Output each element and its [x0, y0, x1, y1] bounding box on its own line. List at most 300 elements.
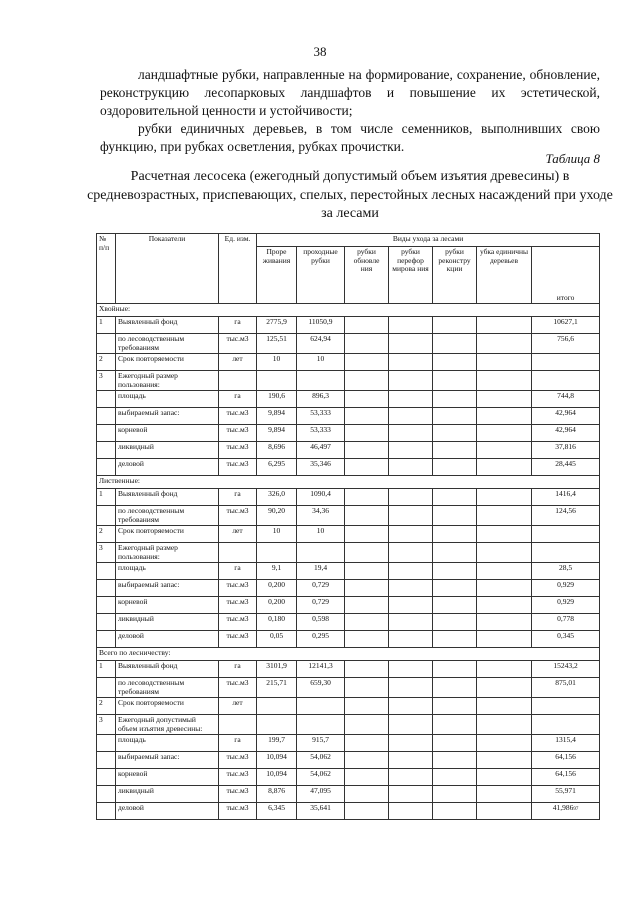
value-passage: 1090,4 [297, 489, 345, 506]
value-total: 28,445 [532, 459, 600, 476]
row-number: 3 [97, 543, 116, 563]
value-passage: 915,7 [297, 735, 345, 752]
value-reconstruction [433, 334, 477, 354]
table-row [97, 317, 600, 334]
row-indicator: площадь [116, 391, 219, 408]
value-reconstruction [433, 489, 477, 506]
value-single-trees [477, 803, 532, 820]
value-thinning: 0,200 [257, 597, 297, 614]
row-unit [219, 543, 257, 563]
value-reconstruction [433, 354, 477, 371]
header-col-passage: проходные рубки [297, 247, 345, 304]
table-row [97, 459, 600, 476]
value-single-trees [477, 563, 532, 580]
row-number [97, 786, 116, 803]
value-total: 55,971 [532, 786, 600, 803]
value-single-trees [477, 769, 532, 786]
table-row [97, 526, 600, 543]
header-indicator: Показатели [116, 234, 219, 304]
value-reconstruction [433, 563, 477, 580]
forest-harvest-table [96, 233, 600, 820]
value-thinning: 215,71 [257, 678, 297, 698]
header-col-single-trees: убка единичны деревьев [477, 247, 532, 304]
value-passage: 47,095 [297, 786, 345, 803]
row-number [97, 803, 116, 820]
value-reconstruction [433, 661, 477, 678]
value-single-trees [477, 614, 532, 631]
value-single-trees [477, 698, 532, 715]
value-renewal [345, 735, 389, 752]
row-number [97, 425, 116, 442]
value-renewal [345, 678, 389, 698]
row-indicator: корневой [116, 425, 219, 442]
value-total: 37,816 [532, 442, 600, 459]
value-reformation [389, 391, 433, 408]
value-thinning [257, 715, 297, 735]
value-reformation [389, 317, 433, 334]
row-indicator: площадь [116, 563, 219, 580]
value-passage: 53,333 [297, 408, 345, 425]
row-unit: тыс.м3 [219, 597, 257, 614]
value-passage: 11050,9 [297, 317, 345, 334]
value-total [532, 354, 600, 371]
value-reconstruction [433, 459, 477, 476]
value-single-trees [477, 661, 532, 678]
value-renewal [345, 803, 389, 820]
value-total: 10627,1 [532, 317, 600, 334]
value-passage: 19,4 [297, 563, 345, 580]
row-number [97, 459, 116, 476]
value-single-trees [477, 334, 532, 354]
value-thinning: 8,876 [257, 786, 297, 803]
value-single-trees [477, 597, 532, 614]
row-number: 1 [97, 317, 116, 334]
row-number [97, 580, 116, 597]
value-reconstruction [433, 735, 477, 752]
value-renewal [345, 459, 389, 476]
table-row [97, 803, 600, 820]
value-thinning: 8,696 [257, 442, 297, 459]
header-col-renewal: рубки обновле ния [345, 247, 389, 304]
value-passage [297, 543, 345, 563]
row-unit: тыс.м3 [219, 769, 257, 786]
row-indicator: ликвидный [116, 614, 219, 631]
value-reformation [389, 661, 433, 678]
value-thinning [257, 543, 297, 563]
value-passage: 54,062 [297, 769, 345, 786]
row-number [97, 334, 116, 354]
value-renewal [345, 661, 389, 678]
table-row [97, 543, 600, 563]
section-title: Хвойные: [97, 304, 600, 317]
row-unit: га [219, 489, 257, 506]
value-thinning: 10 [257, 526, 297, 543]
value-total [532, 698, 600, 715]
value-renewal [345, 442, 389, 459]
row-number [97, 442, 116, 459]
value-single-trees [477, 506, 532, 526]
value-renewal [345, 506, 389, 526]
value-reconstruction [433, 425, 477, 442]
value-single-trees [477, 786, 532, 803]
value-reconstruction [433, 371, 477, 391]
row-number: 1 [97, 661, 116, 678]
value-total: 756,6 [532, 334, 600, 354]
header-unit: Ед. изм. [219, 234, 257, 304]
value-reformation [389, 334, 433, 354]
value-total: 1315,4 [532, 735, 600, 752]
value-thinning: 10 [257, 354, 297, 371]
value-passage [297, 715, 345, 735]
row-indicator: по лесоводственным требованиям [116, 334, 219, 354]
value-passage: 659,30 [297, 678, 345, 698]
row-unit: тыс.м3 [219, 803, 257, 820]
value-renewal [345, 408, 389, 425]
value-single-trees [477, 580, 532, 597]
value-thinning: 0,05 [257, 631, 297, 648]
value-reformation [389, 408, 433, 425]
row-number: 3 [97, 715, 116, 735]
value-reformation [389, 698, 433, 715]
row-unit: га [219, 735, 257, 752]
table-row [97, 563, 600, 580]
value-total: 0,929 [532, 580, 600, 597]
value-total [532, 371, 600, 391]
row-number: 2 [97, 354, 116, 371]
header-group: Виды ухода за лесами [257, 234, 600, 247]
table-row [97, 489, 600, 506]
table-row [97, 698, 600, 715]
value-reconstruction [433, 580, 477, 597]
table-row [97, 769, 600, 786]
row-unit: га [219, 317, 257, 334]
table-row [97, 371, 600, 391]
value-thinning: 125,51 [257, 334, 297, 354]
row-number [97, 408, 116, 425]
value-renewal [345, 769, 389, 786]
row-number [97, 678, 116, 698]
value-reformation [389, 631, 433, 648]
paragraph-1: ландшафтные рубки, направленные на формирование, сохранение, обновление, реконструкцию лесопарковых ландшафтов и повышение их эстетической, оздоровительной ценности и устойчивости; [100, 67, 600, 118]
value-renewal [345, 317, 389, 334]
value-reformation [389, 752, 433, 769]
table-row [97, 354, 600, 371]
value-reformation [389, 735, 433, 752]
value-passage: 35,641 [297, 803, 345, 820]
value-total: 42,964 [532, 425, 600, 442]
value-reconstruction [433, 752, 477, 769]
value-single-trees [477, 715, 532, 735]
value-reformation [389, 506, 433, 526]
value-renewal [345, 543, 389, 563]
row-unit: тыс.м3 [219, 442, 257, 459]
value-total: 64,156 [532, 752, 600, 769]
header-num: № п/п [97, 234, 116, 304]
row-unit [219, 715, 257, 735]
value-single-trees [477, 459, 532, 476]
table-row [97, 631, 600, 648]
table-title: Расчетная лесосека (ежегодный допустимый объем изъятия древесины) в средневозрастных, приспевающих, спелых, перестойных лесных насаждений при уходе за лесами [87, 169, 613, 221]
row-indicator: Срок повторяемости [116, 698, 219, 715]
value-thinning: 9,894 [257, 408, 297, 425]
value-single-trees [477, 678, 532, 698]
table-row [97, 614, 600, 631]
row-unit: тыс.м3 [219, 678, 257, 698]
value-passage: 35,346 [297, 459, 345, 476]
value-renewal [345, 425, 389, 442]
value-total: 0,778 [532, 614, 600, 631]
value-reconstruction [433, 715, 477, 735]
table-label: Таблица 8 [545, 151, 600, 166]
row-indicator: по лесоводственным требованиям [116, 506, 219, 526]
value-passage: 10 [297, 354, 345, 371]
value-reformation [389, 803, 433, 820]
row-unit: тыс.м3 [219, 631, 257, 648]
row-number [97, 563, 116, 580]
row-indicator: Выявленный фонд [116, 489, 219, 506]
header-col-total: итого [532, 247, 600, 304]
row-number: 2 [97, 526, 116, 543]
section-title: Всего по лесничеству: [97, 648, 600, 661]
table-row [97, 715, 600, 735]
row-unit: тыс.м3 [219, 614, 257, 631]
value-single-trees [477, 317, 532, 334]
value-total: 0,345 [532, 631, 600, 648]
row-number [97, 735, 116, 752]
value-reconstruction [433, 678, 477, 698]
value-total [532, 803, 600, 820]
row-indicator: по лесоводственным требованиям [116, 678, 219, 698]
value-reconstruction [433, 317, 477, 334]
value-renewal [345, 391, 389, 408]
row-indicator: корневой [116, 597, 219, 614]
row-unit: тыс.м3 [219, 506, 257, 526]
row-number: 2 [97, 698, 116, 715]
value-thinning: 10,094 [257, 769, 297, 786]
value-single-trees [477, 391, 532, 408]
value-thinning: 0,200 [257, 580, 297, 597]
value-renewal [345, 563, 389, 580]
value-single-trees [477, 371, 532, 391]
value-total: 42,964 [532, 408, 600, 425]
value-reformation [389, 715, 433, 735]
row-unit: тыс.м3 [219, 752, 257, 769]
table-row [97, 580, 600, 597]
value-reformation [389, 543, 433, 563]
value-passage: 10 [297, 526, 345, 543]
table-row [97, 425, 600, 442]
page-number: 38 [313, 44, 327, 59]
value-thinning: 2775,9 [257, 317, 297, 334]
row-indicator: выбираемый запас: [116, 580, 219, 597]
value-passage: 0,295 [297, 631, 345, 648]
row-unit: тыс.м3 [219, 459, 257, 476]
value-reconstruction [433, 543, 477, 563]
value-thinning: 3101,9 [257, 661, 297, 678]
value-reformation [389, 459, 433, 476]
row-indicator: Ежегодный размер пользования: [116, 371, 219, 391]
row-number [97, 614, 116, 631]
row-unit: га [219, 563, 257, 580]
header-col-thinning: Проре живания [257, 247, 297, 304]
value-thinning: 326,0 [257, 489, 297, 506]
row-indicator: деловой [116, 459, 219, 476]
value-single-trees [477, 543, 532, 563]
value-renewal [345, 786, 389, 803]
value-passage [297, 698, 345, 715]
value-reformation [389, 563, 433, 580]
value-renewal [345, 698, 389, 715]
value-passage: 53,333 [297, 425, 345, 442]
value-total: 15243,2 [532, 661, 600, 678]
table-row [97, 391, 600, 408]
value-renewal [345, 752, 389, 769]
value-total: 744,8 [532, 391, 600, 408]
value-reconstruction [433, 391, 477, 408]
row-unit: тыс.м3 [219, 580, 257, 597]
row-number [97, 631, 116, 648]
value-passage: 0,729 [297, 597, 345, 614]
value-thinning [257, 698, 297, 715]
row-indicator: Выявленный фонд [116, 317, 219, 334]
value-reconstruction [433, 631, 477, 648]
value-reconstruction [433, 408, 477, 425]
section-row [97, 476, 600, 489]
header-col-reconstruction: рубки реконстру кции [433, 247, 477, 304]
value-reformation [389, 354, 433, 371]
value-single-trees [477, 526, 532, 543]
row-number [97, 506, 116, 526]
row-unit: тыс.м3 [219, 334, 257, 354]
value-renewal [345, 614, 389, 631]
value-thinning: 9,1 [257, 563, 297, 580]
value-reformation [389, 580, 433, 597]
row-unit: тыс.м3 [219, 425, 257, 442]
row-indicator: деловой [116, 803, 219, 820]
value-reformation [389, 597, 433, 614]
value-thinning: 199,7 [257, 735, 297, 752]
value-reformation [389, 425, 433, 442]
value-thinning: 6,345 [257, 803, 297, 820]
row-number [97, 391, 116, 408]
value-renewal [345, 489, 389, 506]
row-number: 3 [97, 371, 116, 391]
value-total: 875,01 [532, 678, 600, 698]
value-reformation [389, 526, 433, 543]
row-unit: тыс.м3 [219, 408, 257, 425]
value-renewal [345, 354, 389, 371]
value-total: 1416,4 [532, 489, 600, 506]
value-total [532, 715, 600, 735]
row-unit [219, 371, 257, 391]
section-row [97, 304, 600, 317]
value-total [532, 543, 600, 563]
value-passage: 896,3 [297, 391, 345, 408]
value-thinning: 190,6 [257, 391, 297, 408]
value-renewal [345, 526, 389, 543]
table-row [97, 786, 600, 803]
value-thinning [257, 371, 297, 391]
value-total: 64,156 [532, 769, 600, 786]
value-passage [297, 371, 345, 391]
value-thinning: 90,20 [257, 506, 297, 526]
row-indicator: Срок повторяемости [116, 354, 219, 371]
table-row [97, 678, 600, 698]
value-thinning: 10,094 [257, 752, 297, 769]
value-reformation [389, 769, 433, 786]
row-number [97, 752, 116, 769]
paragraph-2: рубки единичных деревьев, в том числе семенников, выполнивших свою функцию, при рубках осветления, рубках прочистки. [100, 121, 600, 154]
value-total: 0,929 [532, 597, 600, 614]
value-reconstruction [433, 526, 477, 543]
row-indicator: Выявленный фонд [116, 661, 219, 678]
table-row [97, 752, 600, 769]
value-passage: 46,497 [297, 442, 345, 459]
value-passage: 54,062 [297, 752, 345, 769]
section-title: Лиственные: [97, 476, 600, 489]
value-passage: 34,36 [297, 506, 345, 526]
value-renewal [345, 580, 389, 597]
value-passage: 624,94 [297, 334, 345, 354]
row-indicator: выбираемый запас: [116, 408, 219, 425]
row-number [97, 769, 116, 786]
table-row [97, 661, 600, 678]
table-row [97, 408, 600, 425]
row-unit: га [219, 661, 257, 678]
value-single-trees [477, 354, 532, 371]
row-indicator: Ежегодный допустимый объем изъятия древесины: [116, 715, 219, 735]
row-indicator: Срок повторяемости [116, 526, 219, 543]
row-unit: тыс.м3 [219, 786, 257, 803]
table-row [97, 334, 600, 354]
value-thinning: 6,295 [257, 459, 297, 476]
value-total [532, 526, 600, 543]
value-renewal [345, 597, 389, 614]
value-renewal [345, 631, 389, 648]
value-single-trees [477, 425, 532, 442]
value-reformation [389, 786, 433, 803]
value-single-trees [477, 489, 532, 506]
value-renewal [345, 715, 389, 735]
header-col-reformation: рубки перефор мирова ния [389, 247, 433, 304]
table-row [97, 506, 600, 526]
value-reformation [389, 442, 433, 459]
value-single-trees [477, 752, 532, 769]
value-reconstruction [433, 786, 477, 803]
row-indicator: деловой [116, 631, 219, 648]
value-reconstruction [433, 769, 477, 786]
section-row [97, 648, 600, 661]
value-passage: 12141,3 [297, 661, 345, 678]
value-passage: 0,729 [297, 580, 345, 597]
row-indicator: ликвидный [116, 786, 219, 803]
row-number [97, 597, 116, 614]
value-reconstruction [433, 803, 477, 820]
value-passage: 0,598 [297, 614, 345, 631]
value-reconstruction [433, 506, 477, 526]
row-unit: га [219, 391, 257, 408]
value-renewal [345, 334, 389, 354]
value-single-trees [477, 442, 532, 459]
row-unit: лет [219, 354, 257, 371]
row-unit: лет [219, 698, 257, 715]
value-reformation [389, 678, 433, 698]
corner-mark: 97 [573, 807, 579, 812]
value-reconstruction [433, 698, 477, 715]
value-reconstruction [433, 442, 477, 459]
row-indicator: Ежегодный размер пользования: [116, 543, 219, 563]
value-renewal [345, 371, 389, 391]
